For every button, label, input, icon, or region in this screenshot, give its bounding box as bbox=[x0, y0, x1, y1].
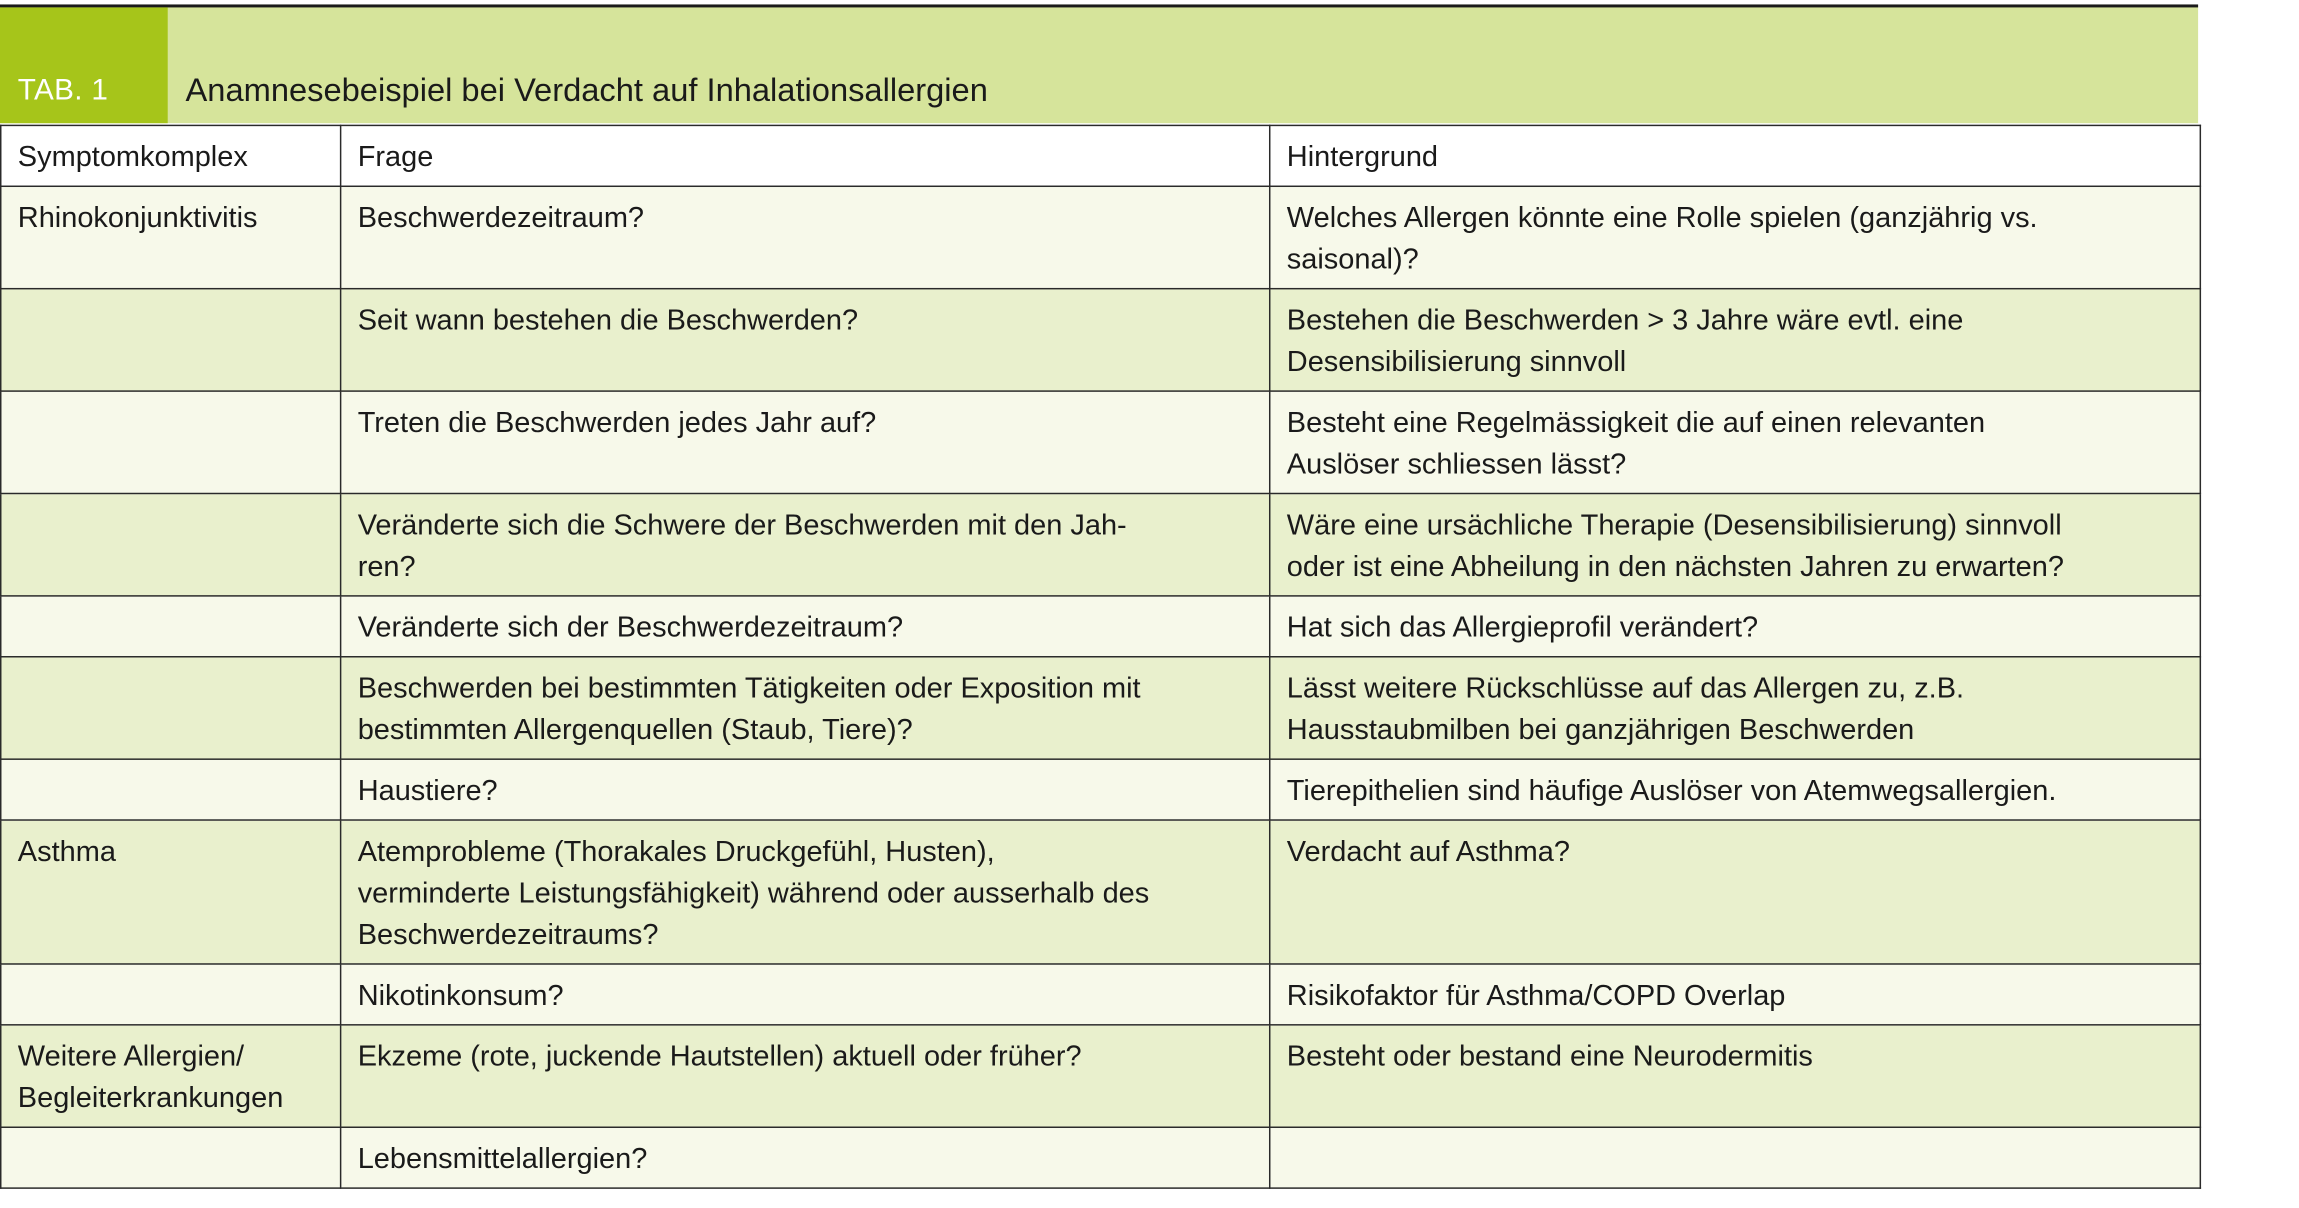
symptom-cell bbox=[1, 596, 341, 657]
question-cell: Seit wann bestehen die Beschwerden? bbox=[341, 289, 1270, 391]
background-cell: Welches Allergen könnte eine Rolle spielen (ganzjährig vs. saisonal)? bbox=[1270, 186, 2201, 288]
table-header-row bbox=[1, 125, 2201, 186]
symptom-cell bbox=[1, 493, 341, 595]
table-row bbox=[1, 391, 2201, 493]
table-number-label: TAB. 1 bbox=[0, 7, 168, 123]
background-cell: Hat sich das Allergieprofil verändert? bbox=[1270, 596, 2201, 657]
table-row bbox=[1, 289, 2201, 391]
table-title: Anamnesebeispiel bei Verdacht auf Inhalationsallergien bbox=[185, 71, 988, 109]
background-cell: Besteht oder bestand eine Neurodermitis bbox=[1270, 1025, 2201, 1127]
background-cell: Risikofaktor für Asthma/COPD Overlap bbox=[1270, 964, 2201, 1025]
symptom-cell: Weitere Allergien/ Begleiterkrankungen bbox=[1, 1025, 341, 1127]
question-cell: Haustiere? bbox=[341, 759, 1270, 820]
symptom-cell: Asthma bbox=[1, 820, 341, 964]
background-cell: Bestehen die Beschwerden > 3 Jahre wäre evtl. eine Desensibilisierung sinnvoll bbox=[1270, 289, 2201, 391]
table-row bbox=[1, 1025, 2201, 1127]
background-cell: Lässt weitere Rückschlüsse auf das Allergen zu, z.B. Hausstaubmilben bei ganzjährigen Beschwerden bbox=[1270, 657, 2201, 759]
column-header-frage: Frage bbox=[341, 125, 1270, 186]
question-cell: Veränderte sich die Schwere der Beschwerden mit den Jah- ren? bbox=[341, 493, 1270, 595]
table-row bbox=[1, 596, 2201, 657]
question-cell: Treten die Beschwerden jedes Jahr auf? bbox=[341, 391, 1270, 493]
table-row bbox=[1, 186, 2201, 288]
column-header-symptomkomplex: Symptomkomplex bbox=[1, 125, 341, 186]
anamnesis-table bbox=[0, 125, 2201, 1189]
symptom-cell bbox=[1, 1127, 341, 1188]
question-cell: Veränderte sich der Beschwerdezeitraum? bbox=[341, 596, 1270, 657]
table-row bbox=[1, 759, 2201, 820]
question-cell: Atemprobleme (Thorakales Druckgefühl, Husten), verminderte Leistungsfähigkeit) während oder ausserhalb des Beschwerdezeitraums? bbox=[341, 820, 1270, 964]
table-row bbox=[1, 964, 2201, 1025]
background-cell: Wäre eine ursächliche Therapie (Desensibilisierung) sinnvoll oder ist eine Abheilung in den nächsten Jahren zu erwarten? bbox=[1270, 493, 2201, 595]
table-header-bar bbox=[0, 4, 2198, 123]
table-row bbox=[1, 657, 2201, 759]
background-cell: Besteht eine Regelmässigkeit die auf einen relevanten Auslöser schliessen lässt? bbox=[1270, 391, 2201, 493]
question-cell: Nikotinkonsum? bbox=[341, 964, 1270, 1025]
symptom-cell bbox=[1, 391, 341, 493]
symptom-cell: Rhinokonjunktivitis bbox=[1, 186, 341, 288]
table-row bbox=[1, 1127, 2201, 1188]
symptom-cell bbox=[1, 964, 341, 1025]
question-cell: Ekzeme (rote, juckende Hautstellen) aktuell oder früher? bbox=[341, 1025, 1270, 1127]
question-cell: Beschwerdezeitraum? bbox=[341, 186, 1270, 288]
background-cell: Tierepithelien sind häufige Auslöser von Atemwegsallergien. bbox=[1270, 759, 2201, 820]
question-cell: Lebensmittelallergien? bbox=[341, 1127, 1270, 1188]
background-cell: Verdacht auf Asthma? bbox=[1270, 820, 2201, 964]
symptom-cell bbox=[1, 289, 341, 391]
table-row bbox=[1, 493, 2201, 595]
column-header-hintergrund: Hintergrund bbox=[1270, 125, 2201, 186]
table-row bbox=[1, 820, 2201, 964]
symptom-cell bbox=[1, 759, 341, 820]
background-cell bbox=[1270, 1127, 2201, 1188]
symptom-cell bbox=[1, 657, 341, 759]
question-cell: Beschwerden bei bestimmten Tätigkeiten oder Exposition mit bestimmten Allergenquellen (Staub, Tiere)? bbox=[341, 657, 1270, 759]
